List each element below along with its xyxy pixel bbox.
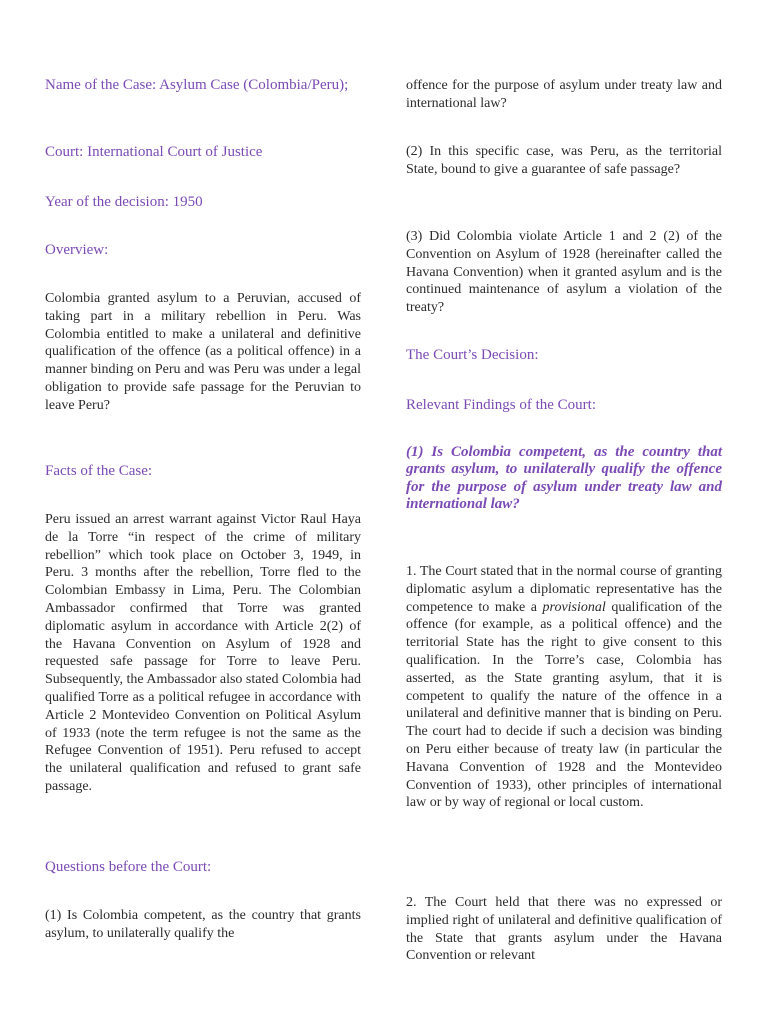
- facts-paragraph: Peru issued an arrest warrant against Victor Raul Haya de la Torre “in respect of the crime of military rebellion” which took place on October 3, 1949, in Peru. 3 months after the rebellion, Torre fled to the Colombian Embassy in Lima, Peru. The Colombian Ambassador confirmed that Torre was granted diplomatic asylum in accordance with Article 2(2) of the Havana Convention on Asylum of 1928 and requested safe passage for Torre to leave Peru. Subsequently, the Ambassador also stated Colombia had qualified Torre as a political refugee in accordance with Article 2 Montevideo Convention on Political Asylum of 1933 (note the term refugee is not the same as the Refugee Convention of 1951). Peru refused to accept the unilateral qualification and refused to grant safe passage.: [45, 512, 361, 794]
- case-name-heading: Name of the Case: Asylum Case (Colombia/Peru);: [45, 77, 349, 93]
- question-1-end: offence for the purpose of asylum under treaty law and international law?: [406, 78, 722, 111]
- finding-1-point-2: 2. The Court held that there was no expressed or implied right of unilateral and definitive qualification of the State that grants asylum under the Havana Convention or relevant: [406, 895, 722, 964]
- decision-heading: The Court’s Decision:: [406, 347, 539, 363]
- questions-heading: Questions before the Court:: [45, 859, 212, 875]
- overview-paragraph: Colombia granted asylum to a Peruvian, accused of taking part in a military rebellion in Peru. Was Colombia entitled to make a unilateral and definitive qualification of the offence (as a political offence) in a manner binding on Peru and was Peru was under a legal obligation to provide safe passage for the Peruvian to leave Peru?: [45, 291, 361, 413]
- year-heading: Year of the decision: 1950: [45, 194, 203, 210]
- question-2: (2) In this specific case, was Peru, as the territorial State, bound to give a guarantee of safe passage?: [406, 144, 722, 177]
- findings-heading: Relevant Findings of the Court:: [406, 397, 596, 413]
- question-3: (3) Did Colombia violate Article 1 and 2 (2) of the Convention on Asylum of 1928 (hereinafter called the Havana Convention) when it granted asylum and is the continued maintenance of asylum a violation of the treaty?: [406, 229, 722, 316]
- point-1-italic-term: provisional: [542, 599, 606, 615]
- finding-1-point-1: [406, 563, 722, 812]
- overview-heading: Overview:: [45, 242, 109, 258]
- finding-1-heading: (1) Is Colombia competent, as the country that grants asylum, to unilaterally qualify the offence for the purpose of asylum under treaty law and international law?: [406, 444, 722, 513]
- facts-heading: Facts of the Case:: [45, 463, 153, 479]
- court-heading: Court: International Court of Justice: [45, 144, 263, 160]
- point-1-text-a: 1. The Court stated that in the normal course of granting diplomatic asylum a diplomatic representative has the competence to make a: [406, 564, 722, 615]
- point-1-text-b: qualification of the offence (for example, as a political offence) and the territorial State has the right to give consent to this qualification. In the Torre’s case, Colombia has asserted, as the State granting asylum, that it is competent to qualify the nature of the offence in a unilateral and definitive manner that is binding on Peru. The court had to decide if such a decision was binding on Peru either because of treaty law (in particular the Havana Convention of 1928 and the Montevideo Convention of 1933), other principles of international law or by way of regional or local custom.: [406, 599, 722, 811]
- question-1-start: (1) Is Colombia competent, as the country that grants asylum, to unilaterally qualify the: [45, 908, 361, 941]
